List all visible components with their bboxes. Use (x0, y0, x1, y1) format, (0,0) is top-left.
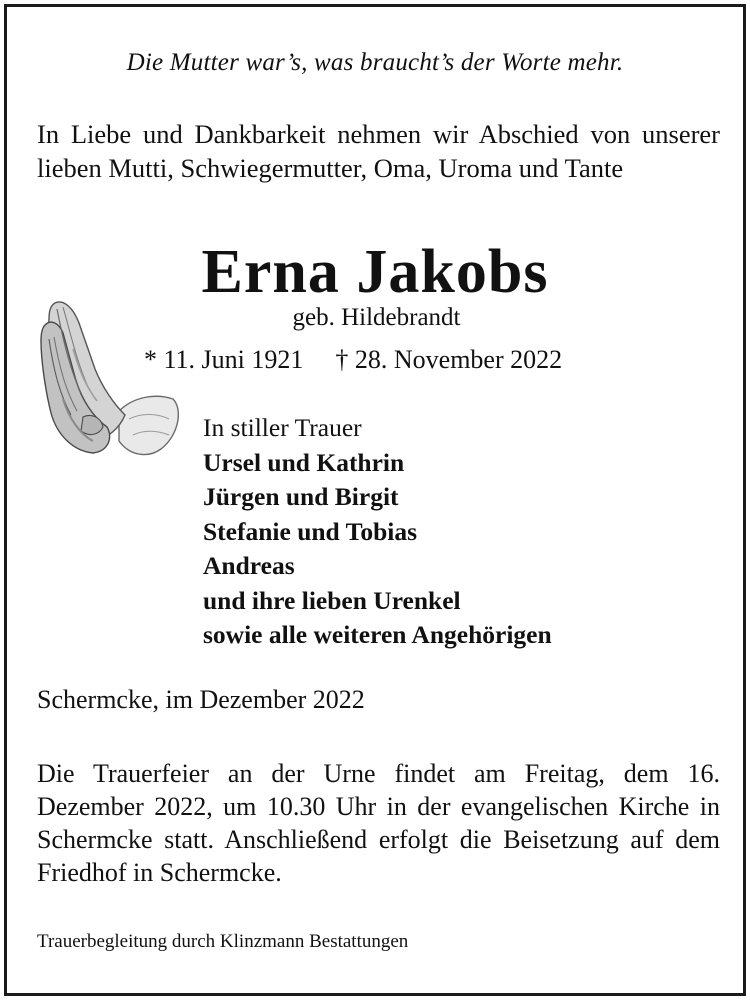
birth-date: * 11. Juni 1921 (144, 345, 304, 374)
mourner-entry: Andreas (203, 551, 295, 580)
motto-quote: Die Mutter war’s, was braucht’s der Worte mehr. (126, 49, 624, 76)
mourner-entry: sowie alle weiteren Angehörigen (203, 620, 552, 649)
mourner-entry: Jürgen und Birgit (203, 482, 399, 511)
mourning-intro: In stiller Trauer (203, 413, 362, 442)
intro-text: In Liebe und Dankbarkeit nehmen wir Abschied von unserer lieben Mutti, Schwiegermutter, Oma, Uroma und Tante (37, 119, 720, 183)
mourners-list (203, 411, 552, 653)
undertaker-credit: Trauerbegleitung durch Klinzmann Bestattungen (37, 931, 409, 952)
mourner-entry: und ihre lieben Urenkel (203, 585, 461, 615)
death-date: † 28. November 2022 (335, 345, 563, 374)
obituary-notice (4, 4, 746, 996)
birth-name: geb. Hildebrandt (292, 304, 461, 331)
place-date: Schermcke, im Dezember 2022 (37, 685, 365, 714)
life-dates (144, 345, 562, 375)
mourner-entry: Stefanie und Tobias (203, 516, 418, 546)
mourner-entry: Ursel und Kathrin (203, 447, 405, 477)
deceased-name: Erna Jakobs (201, 238, 549, 306)
praying-hands-icon (33, 289, 183, 461)
service-info: Die Trauerfeier an der Urne findet am Freitag, dem 16. Dezember 2022, um 10.30 Uhr in der evangelischen Kirche in Schermcke statt. Anschließend erfolgt die Beisetzung auf dem Friedhof in Schermcke. (37, 759, 720, 887)
